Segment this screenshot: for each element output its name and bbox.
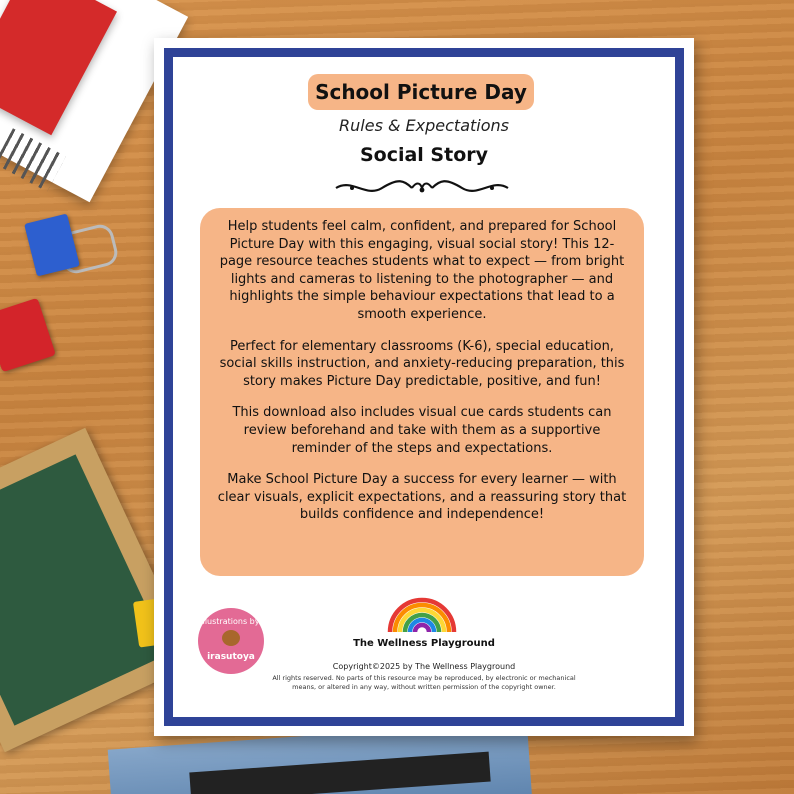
page-subtitle: Rules & Expectations	[339, 116, 509, 135]
description-paragraph-1: Help students feel calm, confident, and prepared for School Picture Day with this engaging, visual social story! This 12-page resource teaches students what to expect — from bright lights and cameras to listening to the photographer — and highlights the simple behaviour expectations that lead to a smooth experience.	[219, 219, 625, 322]
product-card	[154, 38, 694, 736]
rainbow-logo-icon	[386, 590, 458, 634]
rights-notice: All rights reserved. No parts of this resource may be reproduced, by electronic or mechanical means, or altered in any way, without written permission of the copyright owner.	[272, 674, 576, 691]
brand-name: The Wellness Playground	[353, 638, 495, 649]
flourish-divider-icon	[332, 176, 512, 200]
badge-caption: illustrations by:	[200, 617, 262, 626]
badge-name: irasutoya	[207, 652, 255, 662]
description-paragraph-4: Make School Picture Day a success for every learner — with clear visuals, explicit expectations, and a reassuring story that builds confidence and independence!	[217, 472, 627, 523]
description-box	[200, 208, 644, 576]
description-paragraph-3: This download also includes visual cue cards students can review beforehand and take with them as a supportive reminder of the steps and expectations.	[232, 405, 612, 456]
blue-binder-clip	[24, 213, 80, 276]
red-binder-clip	[0, 298, 56, 372]
story-label: Social Story	[359, 144, 489, 166]
copyright-line: Copyright©2025 by The Wellness Playground	[332, 662, 516, 671]
description-paragraph-2: Perfect for elementary classrooms (K-6), special education, social skills instruction, and anxiety-reducing preparation, this story makes Picture Day predictable, positive, and fun!	[219, 338, 625, 389]
page-title: School Picture Day	[308, 74, 534, 110]
